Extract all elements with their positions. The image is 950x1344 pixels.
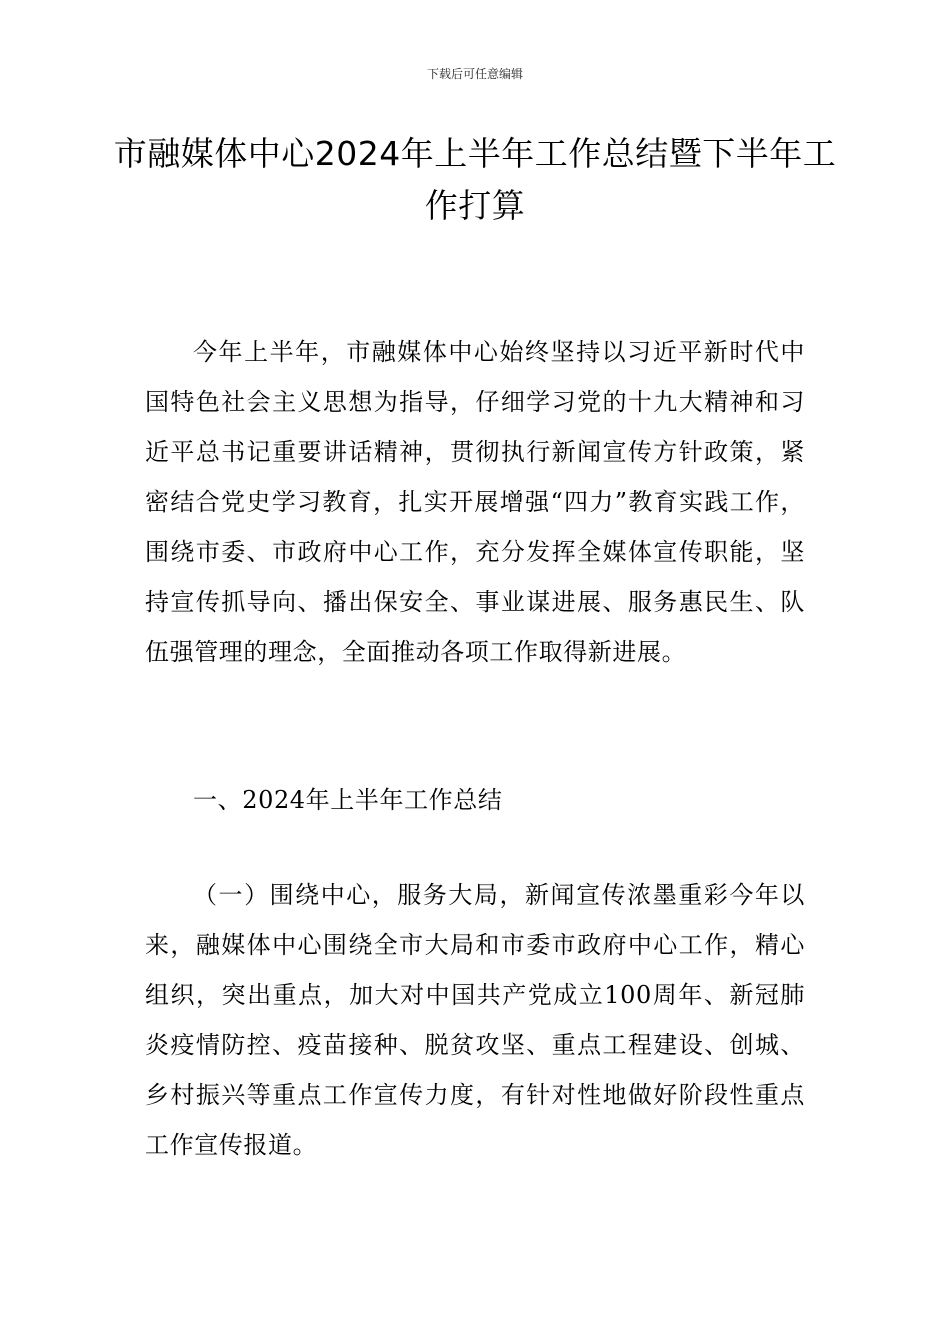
document-title: 市融媒体中心2024年上半年工作总结暨下半年工作打算: [113, 134, 837, 225]
header-note: 下载后可任意编辑: [426, 67, 523, 81]
section-heading: 一、2024年上半年工作总结: [193, 786, 503, 814]
paragraph-subsection-1: （一）围绕中心，服务大局，新闻宣传浓墨重彩今年以来，融媒体中心围绕全市大局和市委市政府中心工作，精心组织，突出重点，加大对中国共产党成立100周年、新冠肺炎疫情防控、疫苗接种、脱贫攻坚、重点工程建设、创城、乡村振兴等重点工作宣传力度，有针对性地做好阶段性重点工作宣传报道。: [145, 881, 805, 1159]
paragraph-intro: 今年上半年，市融媒体中心始终坚持以习近平新时代中国特色社会主义思想为指导，仔细学习党的十九大精神和习近平总书记重要讲话精神，贯彻执行新闻宣传方针政策，紧密结合党史学习教育，扎实开展增强“四力”教育实践工作，围绕市委、市政府中心工作，充分发挥全媒体宣传职能，坚持宣传抓导向、播出保安全、事业谋进展、服务惠民生、队伍强管理的理念，全面推动各项工作取得新进展。: [145, 338, 805, 666]
